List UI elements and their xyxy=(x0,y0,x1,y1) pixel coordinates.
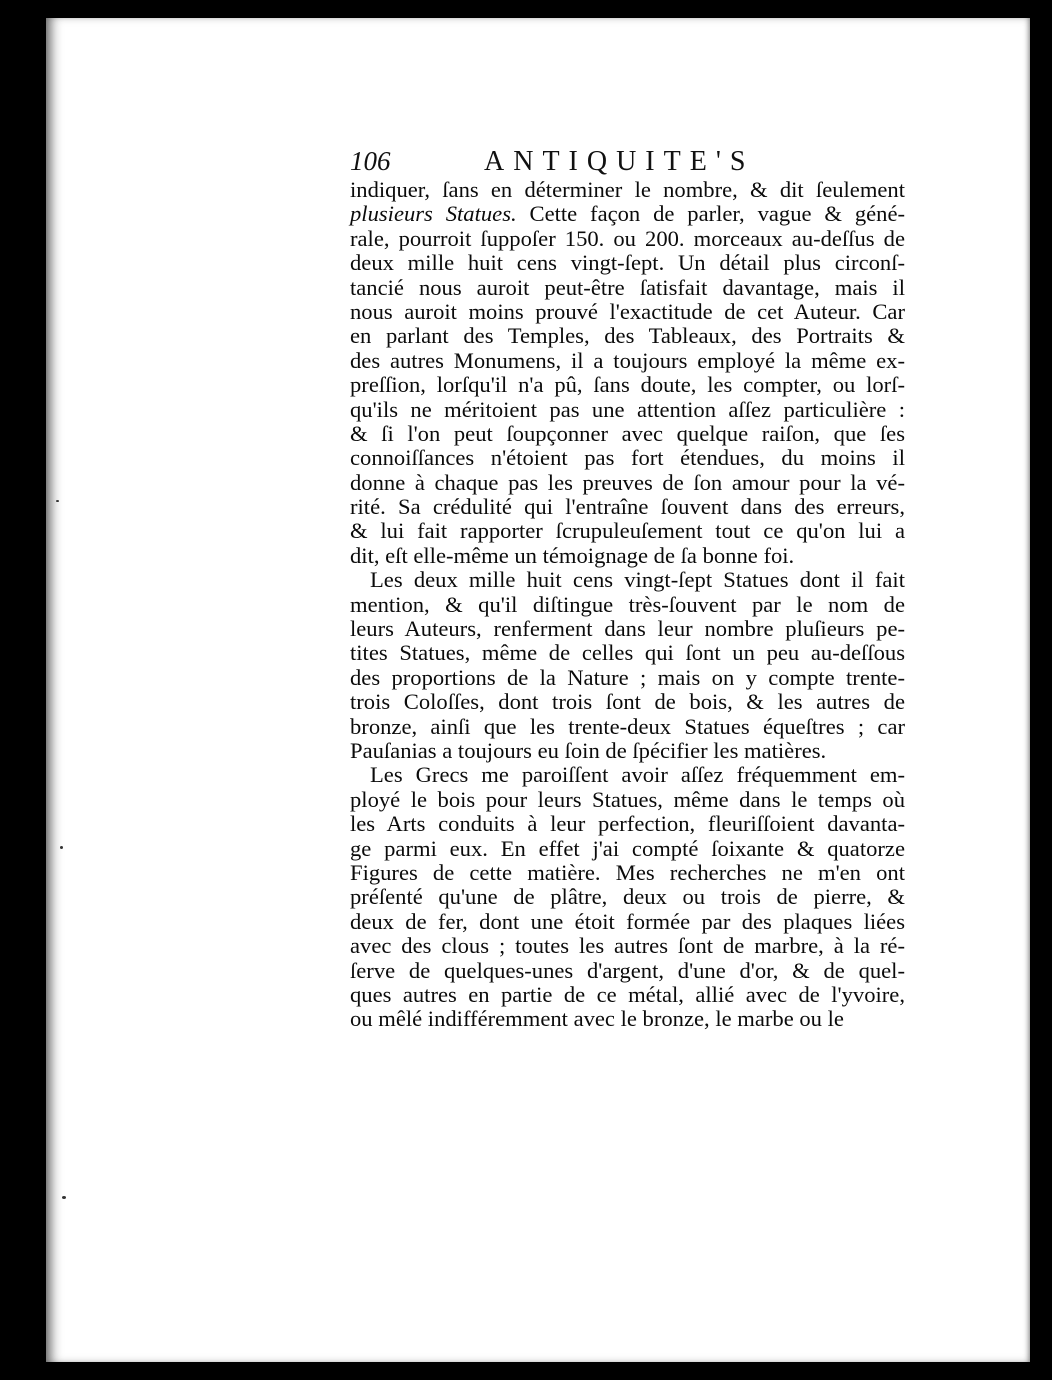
text-line: ge parmi eux. En effet j'ai compté ſoixante & quatorze xyxy=(350,835,905,861)
text-line: Les Grecs me paroiſſent avoir aſſez fréquemment em- xyxy=(370,762,905,788)
text-line: deux mille huit cens vingt-ſept. Un détail plus circonſ- xyxy=(350,250,905,276)
page-number: 106 xyxy=(350,146,391,176)
text-line: Figures de cette matière. Mes recherches ne m'en ont xyxy=(350,859,905,885)
text-line: deux de fer, dont une étoit formée par des plaques liées xyxy=(350,908,905,934)
scan-speck xyxy=(62,1196,66,1199)
paragraph xyxy=(350,178,905,568)
paragraph xyxy=(350,763,905,1031)
text-line: ployé le bois pour leurs Statues, même dans le temps où xyxy=(350,786,905,812)
text-line: leurs Auteurs, renferment dans leur nombre pluſieurs pe- xyxy=(350,616,905,642)
running-head: ANTIQUITE'S xyxy=(484,146,755,177)
text-line: ques autres en partie de ce métal, allié avec de l'yvoire, xyxy=(350,981,905,1007)
text-line: avec des clous ; toutes les autres ſont de marbre, à la ré- xyxy=(350,933,905,959)
text-line: & ſi l'on peut ſoupçonner avec quelque raiſon, que ſes xyxy=(350,420,905,446)
text-line: rité. Sa crédulité qui l'entraîne ſouvent dans des erreurs, xyxy=(350,494,905,520)
text-line: en parlant des Temples, des Tableaux, des Portraits & xyxy=(350,323,905,349)
text-line: Les deux mille huit cens vingt-ſept Statues dont il fait xyxy=(370,567,905,593)
text-line: & lui fait rapporter ſcrupuleuſement tout ce qu'on lui a xyxy=(350,518,905,544)
text-line: les Arts conduits à leur perfection, fleuriſſoient davanta- xyxy=(350,811,905,837)
text-line: preſſion, lorſqu'il n'a pû, ſans doute, les compter, ou lorſ- xyxy=(350,372,905,398)
text-line: plusieurs Statues. Cette façon de parler, vague & géné- xyxy=(350,201,905,227)
text-line: bronze, ainſi que les trente-deux Statues équeſtres ; car xyxy=(350,713,905,739)
text-line: rale, pourroit ſuppoſer 150. ou 200. morceaux au-deſſus de xyxy=(350,225,905,251)
text-line: nous auroit moins prouvé l'exactitude de cet Auteur. Car xyxy=(350,298,905,324)
text-line: des proportions de la Nature ; mais on y compte trente- xyxy=(350,664,905,690)
paragraph xyxy=(350,568,905,763)
text-line: tancié nous auroit peut-être ſatisfait davantage, mais il xyxy=(350,274,905,300)
text-line: tites Statues, même de celles qui ſont un peu au-deſſous xyxy=(350,640,905,666)
text-line: trois Coloſſes, dont trois ſont de bois, & les autres de xyxy=(350,689,905,715)
text-line: dit, eſt elle-même un témoignage de ſa bonne foi. xyxy=(350,542,795,568)
text-line: mention, & qu'il diſtingue très-ſouvent par le nom de xyxy=(350,591,905,617)
page-header xyxy=(350,146,910,180)
body-text xyxy=(350,178,905,1032)
text-line: indiquer, ſans en déterminer le nombre, & dit ſeulement xyxy=(350,177,905,202)
scan-speck xyxy=(56,500,59,502)
text-line: qu'ils ne méritoient pas une attention aſſez particulière : xyxy=(350,396,905,422)
text-line: ſerve de quelques-unes d'argent, d'une d'or, & de quel- xyxy=(350,957,905,983)
text-line: préſenté qu'une de plâtre, deux ou trois de pierre, & xyxy=(350,884,905,910)
text-line: connoiſſances n'étoient pas fort étendues, du moins il xyxy=(350,445,905,471)
scan-speck xyxy=(60,846,63,849)
text-line: des autres Monumens, il a toujours employé la même ex- xyxy=(350,347,905,373)
text-line: donne à chaque pas les preuves de ſon amour pour la vé- xyxy=(350,469,905,495)
text-line: Pauſanias a toujours eu ſoin de ſpécifier les matières. xyxy=(350,737,827,763)
text-line: ou mêlé indifféremment avec le bronze, le marbe ou le xyxy=(350,1006,844,1032)
